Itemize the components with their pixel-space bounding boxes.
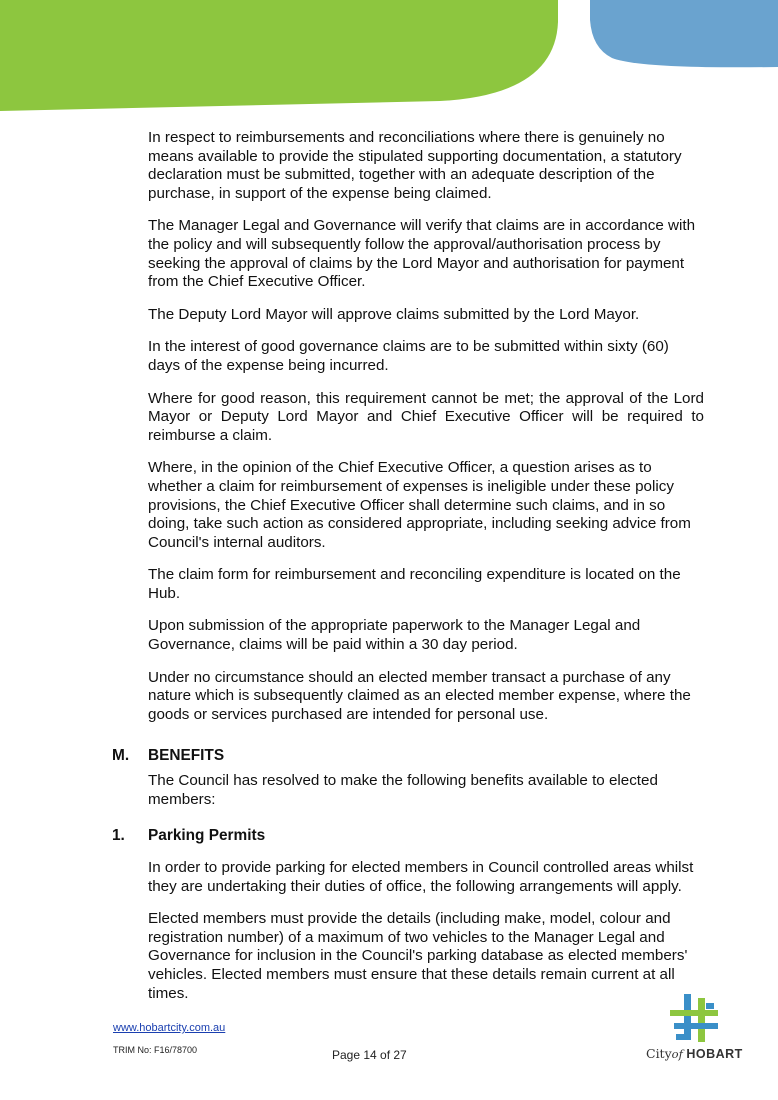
page-number: Page 14 of 27 <box>332 1048 407 1062</box>
logo-of: of <box>671 1047 683 1061</box>
paragraph: In the interest of good governance claims are to be submitted within sixty (60) days of the expense being incurred. <box>148 338 669 374</box>
paragraph: The claim form for reimbursement and reconciling expenditure is located on the Hub. <box>148 566 681 602</box>
header-banner <box>0 0 778 115</box>
paragraph: In order to provide parking for elected members in Council controlled areas whilst they are undertaking their duties of office, the following arrangements will apply. <box>148 859 694 895</box>
subsection-title: Parking Permits <box>148 827 266 844</box>
body-content <box>148 129 704 738</box>
paragraph: The Council has resolved to make the following benefits available to elected members: <box>148 772 658 808</box>
paragraph: The Deputy Lord Mayor will approve claims submitted by the Lord Mayor. <box>148 305 640 323</box>
section-m-content <box>148 772 704 823</box>
paragraph: The Manager Legal and Governance will verify that claims are in accordance with the policy and will subsequently follow the approval/authorisation process by seeking the approval of claims by the Lord Mayor and authorisation for payment from the Chief Executive Officer. <box>148 217 696 291</box>
paragraph: Under no circumstance should an elected member transact a purchase of any nature which is subsequently claimed as an elected member expense, where the goods or services purchased are intended for personal use. <box>148 668 691 723</box>
paragraph: Where for good reason, this requirement cannot be met; the approval of the Lord Mayor or Deputy Lord Mayor and Chief Executive Officer will be required to reimburse a claim. <box>148 389 704 444</box>
website-link[interactable]: www.hobartcity.com.au <box>113 1022 226 1034</box>
paragraph: Upon submission of the appropriate paperwork to the Manager Legal and Governance, claims will be paid within a 30 day period. <box>148 617 641 654</box>
paragraph: Where, in the opinion of the Chief Executive Officer, a question arises as to whether a claim for reimbursement of expenses is ineligible under these policy provisions, the Chief Executive Officer shall determine such claims, and in so doing, take such action as considered appropriate, including seeking advice from Council's internal auditors. <box>148 459 691 551</box>
section-number: M. <box>112 747 130 764</box>
paragraph: In respect to reimbursements and reconciliations where there is genuinely no means available to provide the stipulated supporting documentation, a statutory declaration must be submitted, together with an adequate description of the purchase, in support of the expense being claimed. <box>148 129 682 202</box>
banner-green-shape <box>0 0 558 111</box>
logo-hobart: HOBART <box>686 1047 743 1061</box>
banner-blue-shape <box>590 0 778 67</box>
logo-wordmark <box>646 1046 743 1061</box>
subsection-number: 1. <box>112 827 125 844</box>
paragraph: Elected members must provide the details (including make, model, colour and registration number) of a maximum of two vehicles to the Manager Legal and Governance for inclusion in the Council's parking database as elected members' vehicles. Elected members must ensure that these details remain current at all times. <box>148 910 688 1002</box>
trim-number: TRIM No: F16/78700 <box>113 1045 198 1055</box>
logo-city: City <box>646 1046 672 1061</box>
subsection-1-content <box>148 859 704 1017</box>
section-title: BENEFITS <box>148 747 225 764</box>
